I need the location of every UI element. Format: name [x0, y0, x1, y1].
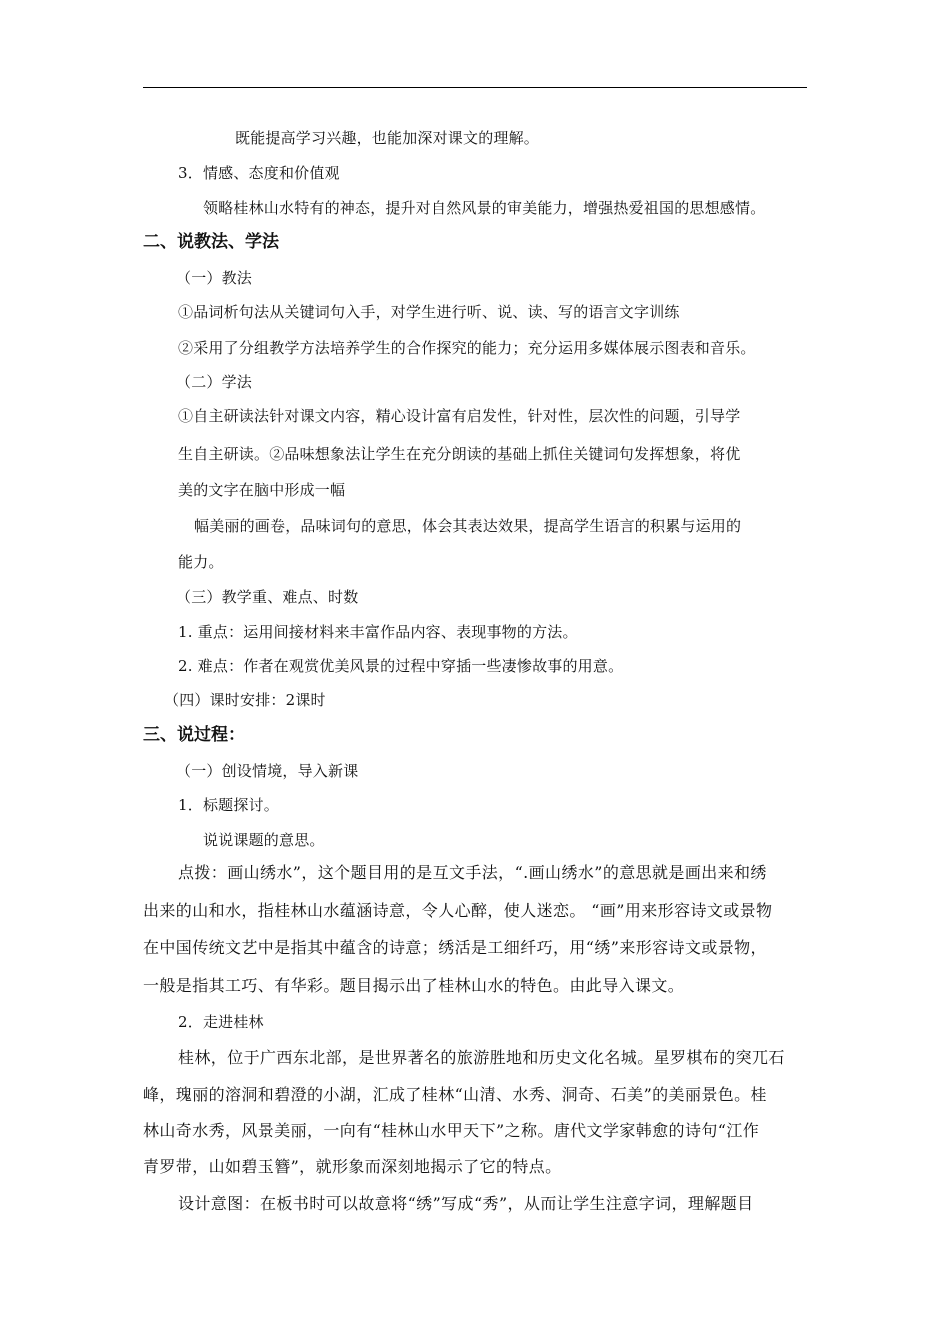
section-heading-methods: 二、说教法、学法	[143, 232, 279, 252]
subheading-teaching-method: （一）教法	[176, 269, 253, 287]
text-line: 1．标题探讨。	[178, 796, 279, 814]
text-line: ①自主研读法针对课文内容，精心设计富有启发性，针对性，层次性的问题，引导学	[178, 407, 741, 425]
subheading-emotion: 3．情感、态度和价值观	[178, 164, 340, 182]
paragraph-line: 设计意图：在板书时可以故意将“绣”写成“秀”，从而让学生注意字词，理解题目	[178, 1194, 754, 1213]
text-line: 2. 难点：作者在观赏优美风景的过程中穿插一些凄惨故事的用意。	[178, 657, 624, 675]
subheading-schedule: （四）课时安排：2课时	[164, 691, 326, 709]
text-line: 生自主研读。②品味想象法让学生在充分朗读的基础上抓住关键词句发挥想象，将优	[178, 445, 741, 463]
subheading-guilin: 2．走进桂林	[178, 1013, 264, 1031]
paragraph-line: 青罗带，山如碧玉簪”，就形象而深刻地揭示了它的特点。	[143, 1157, 562, 1176]
subheading-key-points: （三）教学重、难点、时数	[176, 588, 359, 606]
text-line: 1. 重点：运用间接材料来丰富作品内容、表现事物的方法。	[178, 623, 578, 641]
paragraph-line: 林山奇水秀，风景美丽，一向有“桂林山水甲天下”之称。唐代文学家韩愈的诗句“江作	[143, 1121, 760, 1140]
text-line: 领略桂林山水特有的神态，提升对自然风景的审美能力，增强热爱祖国的思想感情。	[203, 199, 766, 217]
text-line: 既能提高学习兴趣，也能加深对课文的理解。	[235, 129, 540, 147]
subheading-intro: （一）创设情境，导入新课	[176, 762, 359, 780]
text-line: ①品词析句法从关键词句入手，对学生进行听、说、读、写的语言文字训练	[178, 303, 680, 321]
paragraph-line: 峰，瑰丽的溶洞和碧澄的小湖，汇成了桂林“山清、水秀、洞奇、石美”的美丽景色。桂	[143, 1085, 767, 1104]
paragraph-line: 桂林，位于广西东北部，是世界著名的旅游胜地和历史文化名城。星罗棋布的突兀石	[178, 1048, 785, 1067]
header-rule	[143, 87, 807, 88]
text-line: ②采用了分组教学方法培养学生的合作探究的能力；充分运用多媒体展示图表和音乐。	[178, 339, 756, 357]
text-line: 能力。	[178, 553, 224, 571]
subheading-learning-method: （二）学法	[176, 373, 253, 391]
paragraph-line: 在中国传统文艺中是指其中蕴含的诗意；绣活是工细纤巧，用“绣”来形容诗文或景物，	[143, 938, 767, 957]
text-line: 幅美丽的画卷，品味词句的意思，体会其表达效果，提高学生语言的积累与运用的	[194, 517, 742, 535]
section-heading-process: 三、说过程：	[143, 725, 245, 745]
paragraph-line: 点拨：画山绣水”，这个题目用的是互文手法，“.画山绣水”的意思就是画出来和绣	[178, 863, 767, 882]
paragraph-line: 一般是指其工巧、有华彩。题目揭示出了桂林山水的特色。由此导入课文。	[143, 976, 685, 995]
paragraph-line: 出来的山和水，指桂林山水蕴涵诗意，令人心醉，使人迷恋。 “画”用来形容诗文或景物	[143, 901, 773, 920]
text-line: 美的文字在脑中形成一幅	[178, 481, 346, 499]
text-line: 说说课题的意思。	[203, 831, 325, 849]
